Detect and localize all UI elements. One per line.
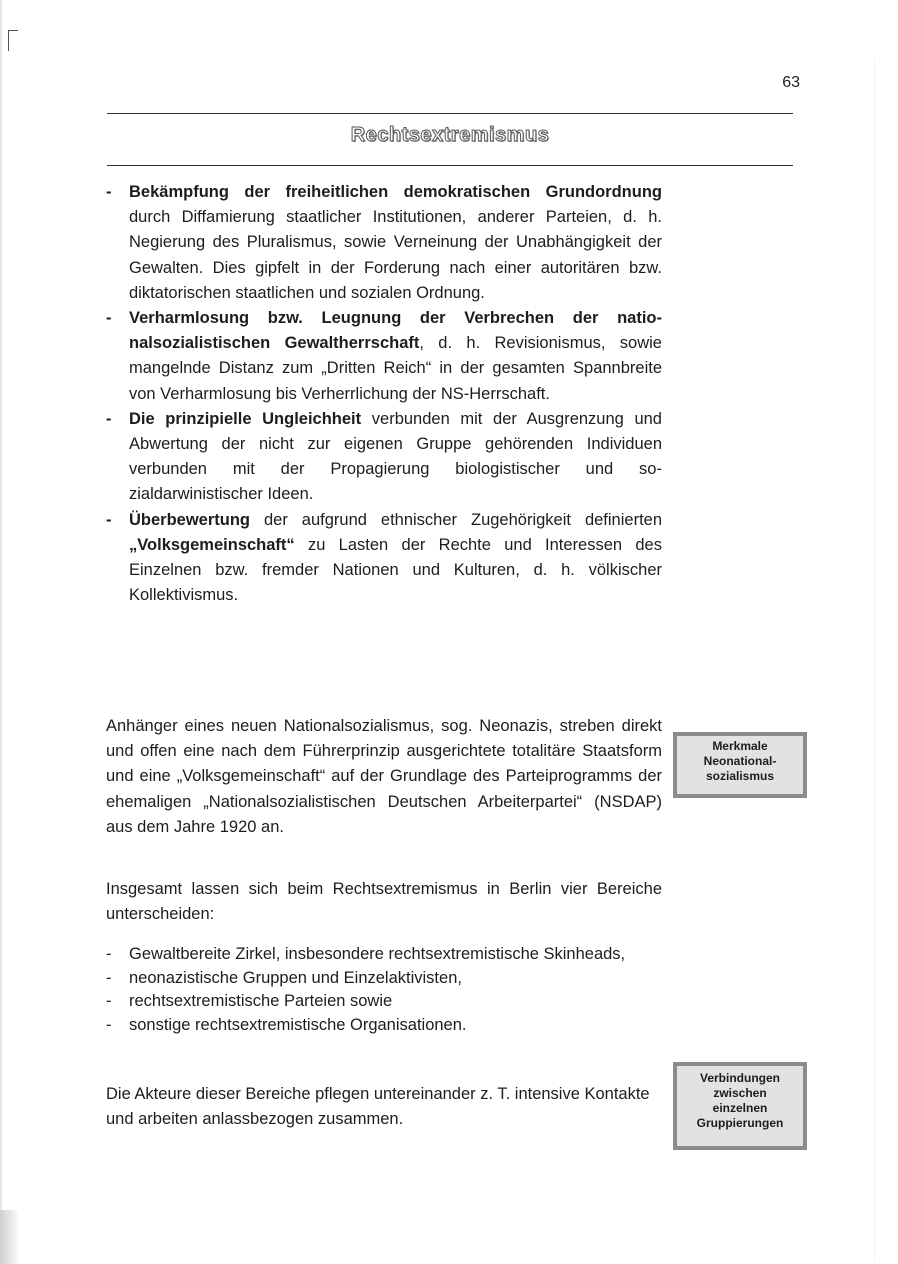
item-bold: Die prinzipielle Ungleichheit (129, 409, 362, 428)
list-dash: - (106, 968, 112, 987)
page-number: 63 (782, 74, 800, 91)
margin-note-line: sozialismus (705, 769, 775, 783)
neonazi-paragraph: Anhänger eines neuen Nationalsozialismus, sog. Neonazis, streben direkt und offen eine nach dem Führerprinzip ausgerichtete totalitäre Staatsform und eine „Volksgemeinschaft“ auf der Grundlage des Parteiprogramms der ehemaligen „Nationalsozialistischen Deutschen Arbeiterpartei“ (NSDAP) aus dem Jahre 1920 an. (106, 717, 662, 836)
list-dash: - (106, 409, 112, 428)
list-item (106, 306, 662, 407)
areas-list (106, 943, 662, 1037)
margin-note-connections (673, 1062, 807, 1150)
item-text: verbunden mit der Ausgrenzung und Abwertung der nicht zur eigenen Gruppe gehörenden Individuen verbunden mit der Propagierung biologistischer und sozialdarwinistischer Ideen. (129, 409, 662, 504)
list-item (106, 508, 662, 609)
page-right-edge (874, 60, 875, 1260)
item-text: rechtsextremistische Parteien sowie (129, 992, 393, 1010)
item-bold: Bekämpfung der freiheitlichen demokratischen Grundordnung (129, 183, 662, 201)
header-rule-bottom (107, 165, 793, 166)
item-text-secondary: zu Lasten der Rechte und Interessen des Einzelnen bzw. fremder Nationen und Kulturen, d. h. völkischer Kollektivismus. (129, 535, 662, 605)
page-left-edge (0, 0, 2, 1264)
item-bold: Überbewertung (129, 510, 251, 529)
list-dash: - (106, 1015, 112, 1034)
item-text: neonazistische Gruppen und Einzelaktivisten, (129, 968, 462, 987)
list-item (106, 967, 662, 991)
crop-mark (8, 30, 18, 51)
list-item (106, 990, 662, 1014)
item-text: , d. h. Revisionismus, sowie mangelnde Distanz zum „Dritten Reich“ in der gesamten Spannbreite von Verharmlosung bis Verherrlichung der NS-Herrschaft. (129, 334, 662, 403)
list-dash: - (106, 945, 112, 963)
margin-note-line: Gruppierungen (696, 1116, 784, 1130)
binding-shadow (0, 1210, 20, 1264)
item-text: der aufgrund ethnischer Zugehörigkeit definierten (250, 510, 662, 529)
margin-note-neonational (673, 732, 807, 798)
list-dash: - (106, 510, 112, 529)
list-dash: - (106, 992, 112, 1010)
margin-note-line: Merkmale (712, 739, 768, 753)
contacts-paragraph: Die Akteure dieser Bereiche pflegen untereinander z. T. intensive Kontakte und arbeiten anlassbezogen zusammen. (106, 1085, 650, 1129)
item-text: durch Diffamierung staatlicher Institutionen, anderer Parteien, d. h. Negierung des Pluralismus, sowie Verneinung der Unabhängigkeit der Gewalten. Dies gipfelt in der Forderung nach einer autoritären bzw. diktatorischen staatlichen und sozialen Ordnung. (129, 208, 662, 302)
characteristics-list (106, 180, 662, 608)
list-item (106, 407, 662, 508)
item-bold-secondary: „Volksgemeinschaft“ (129, 535, 295, 554)
header-rule-top (107, 113, 793, 114)
list-dash: - (106, 309, 112, 328)
item-text: sonstige rechtsextremistische Organisationen. (129, 1015, 467, 1034)
item-text: Gewaltbereite Zirkel, insbesondere rechtsextremistische Skinheads, (129, 945, 626, 963)
areas-intro-paragraph: Insgesamt lassen sich beim Rechtsextremismus in Berlin vier Bereiche unterscheiden: (106, 880, 662, 924)
running-title: Rechtsextremismus (350, 124, 550, 146)
list-item (106, 1014, 662, 1038)
margin-note-line: einzelnen (712, 1101, 768, 1115)
margin-note-line: Neonational- (703, 754, 777, 768)
item-bold: Verharmlosung bzw. Leugnung der Verbrechen der nationalsozialistischen Gewaltherrschaft (129, 309, 662, 353)
list-item (106, 180, 662, 306)
list-item (106, 943, 662, 967)
margin-note-line: Verbindungen (699, 1071, 780, 1085)
list-dash: - (106, 183, 112, 201)
margin-note-line: zwischen (713, 1086, 767, 1100)
